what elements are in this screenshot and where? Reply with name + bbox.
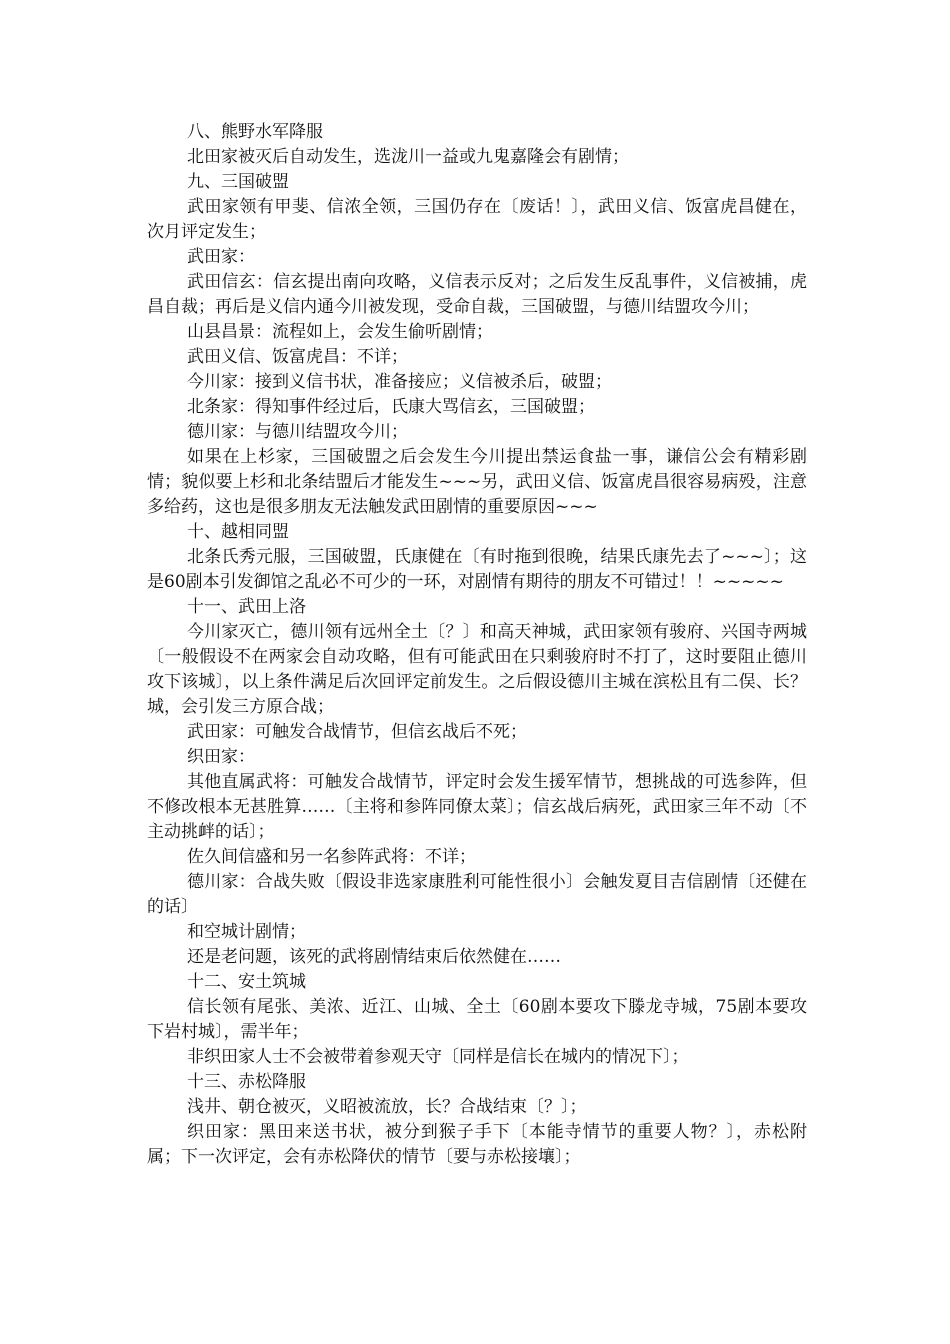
paragraph: 还是老问题，该死的武将剧情结束后依然健在……	[187, 947, 561, 967]
paragraph: 德川家：合战失败〔假设非选家康胜利可能性很小〕会触发夏目吉信剧情〔还健在的话〕	[147, 872, 807, 917]
paragraph: 今川家灭亡，德川领有远州全土〔？〕和高天神城，武田家领有骏府、兴国寺两城〔一般假设不在两家会自动攻略，但有可能武田在只剩骏府时不打了，这时要阻止德川攻下该城〕，以上条件满足后次回评定前发生。之后假设德川主城在滨松且有二俣、长？城，会引发三方原合战；	[147, 622, 807, 717]
paragraph: 如果在上杉家，三国破盟之后会发生今川提出禁运食盐一事，谦信公会有精彩剧情；貌似要上杉和北条结盟后才能发生~~~另，武田义信、饭富虎昌很容易病殁，注意多给药，这也是很多朋友无法触发武田剧情的重要原因~~~	[147, 447, 807, 517]
paragraph: 信长领有尾张、美浓、近江、山城、全土〔60剧本要攻下滕龙寺城，75剧本要攻下岩村城〕，需半年；	[147, 997, 807, 1042]
paragraph: 山县昌景：流程如上，会发生偷听剧情；	[187, 322, 493, 342]
paragraph: 今川家：接到义信书状，准备接应；义信被杀后，破盟；	[187, 372, 612, 392]
paragraph: 德川家：与德川结盟攻今川；	[187, 422, 408, 442]
paragraph: 武田家：可触发合战情节，但信玄战后不死；	[187, 722, 527, 742]
paragraph: 武田义信、饭富虎昌：不详；	[187, 347, 408, 367]
section-heading: 十二、安土筑城	[187, 972, 306, 992]
paragraph: 武田家领有甲斐、信浓全领，三国仍存在〔废话！〕，武田义信、饭富虎昌健在，次月评定发生；	[147, 197, 807, 242]
paragraph: 浅井、朝仓被灭，义昭被流放，长？合战结束〔？〕；	[187, 1097, 587, 1117]
paragraph: 北田家被灭后自动发生，选泷川一益或九鬼嘉隆会有剧情；	[187, 147, 629, 167]
section-heading: 十一、武田上洛	[187, 597, 306, 617]
paragraph: 武田家：	[187, 247, 255, 267]
section-heading: 十三、赤松降服	[187, 1072, 306, 1092]
paragraph: 和空城计剧情；	[187, 922, 306, 942]
paragraph: 织田家：	[187, 747, 255, 767]
paragraph: 非织田家人士不会被带着参观天守〔同样是信长在城内的情况下〕；	[187, 1047, 689, 1067]
paragraph: 北条家：得知事件经过后，氏康大骂信玄，三国破盟；	[187, 397, 595, 417]
section-heading: 十、越相同盟	[187, 522, 289, 542]
section-heading: 八、熊野水军降服	[187, 122, 323, 142]
paragraph: 其他直属武将：可触发合战情节，评定时会发生援军情节，想挑战的可选参阵，但不修改根本无甚胜算……〔主将和参阵同僚太菜〕；信玄战后病死，武田家三年不动〔不主动挑衅的话〕；	[147, 772, 807, 842]
paragraph: 北条氏秀元服，三国破盟，氏康健在〔有时拖到很晚，结果氏康先去了~~~〕；这是60剧本引发御馆之乱必不可少的一环，对剧情有期待的朋友不可错过！！~~~~~	[147, 547, 807, 592]
document-page	[147, 120, 807, 1170]
paragraph: 武田信玄：信玄提出南向攻略，义信表示反对；之后发生反乱事件，义信被捕，虎昌自裁；再后是义信内通今川被发现，受命自裁，三国破盟，与德川结盟攻今川；	[147, 272, 807, 317]
paragraph: 佐久间信盛和另一名参阵武将：不详；	[187, 847, 476, 867]
section-heading: 九、三国破盟	[187, 172, 289, 192]
paragraph: 织田家：黑田来送书状，被分到猴子手下〔本能寺情节的重要人物？〕，赤松附属；下一次评定，会有赤松降伏的情节〔要与赤松接壤〕；	[147, 1122, 807, 1167]
